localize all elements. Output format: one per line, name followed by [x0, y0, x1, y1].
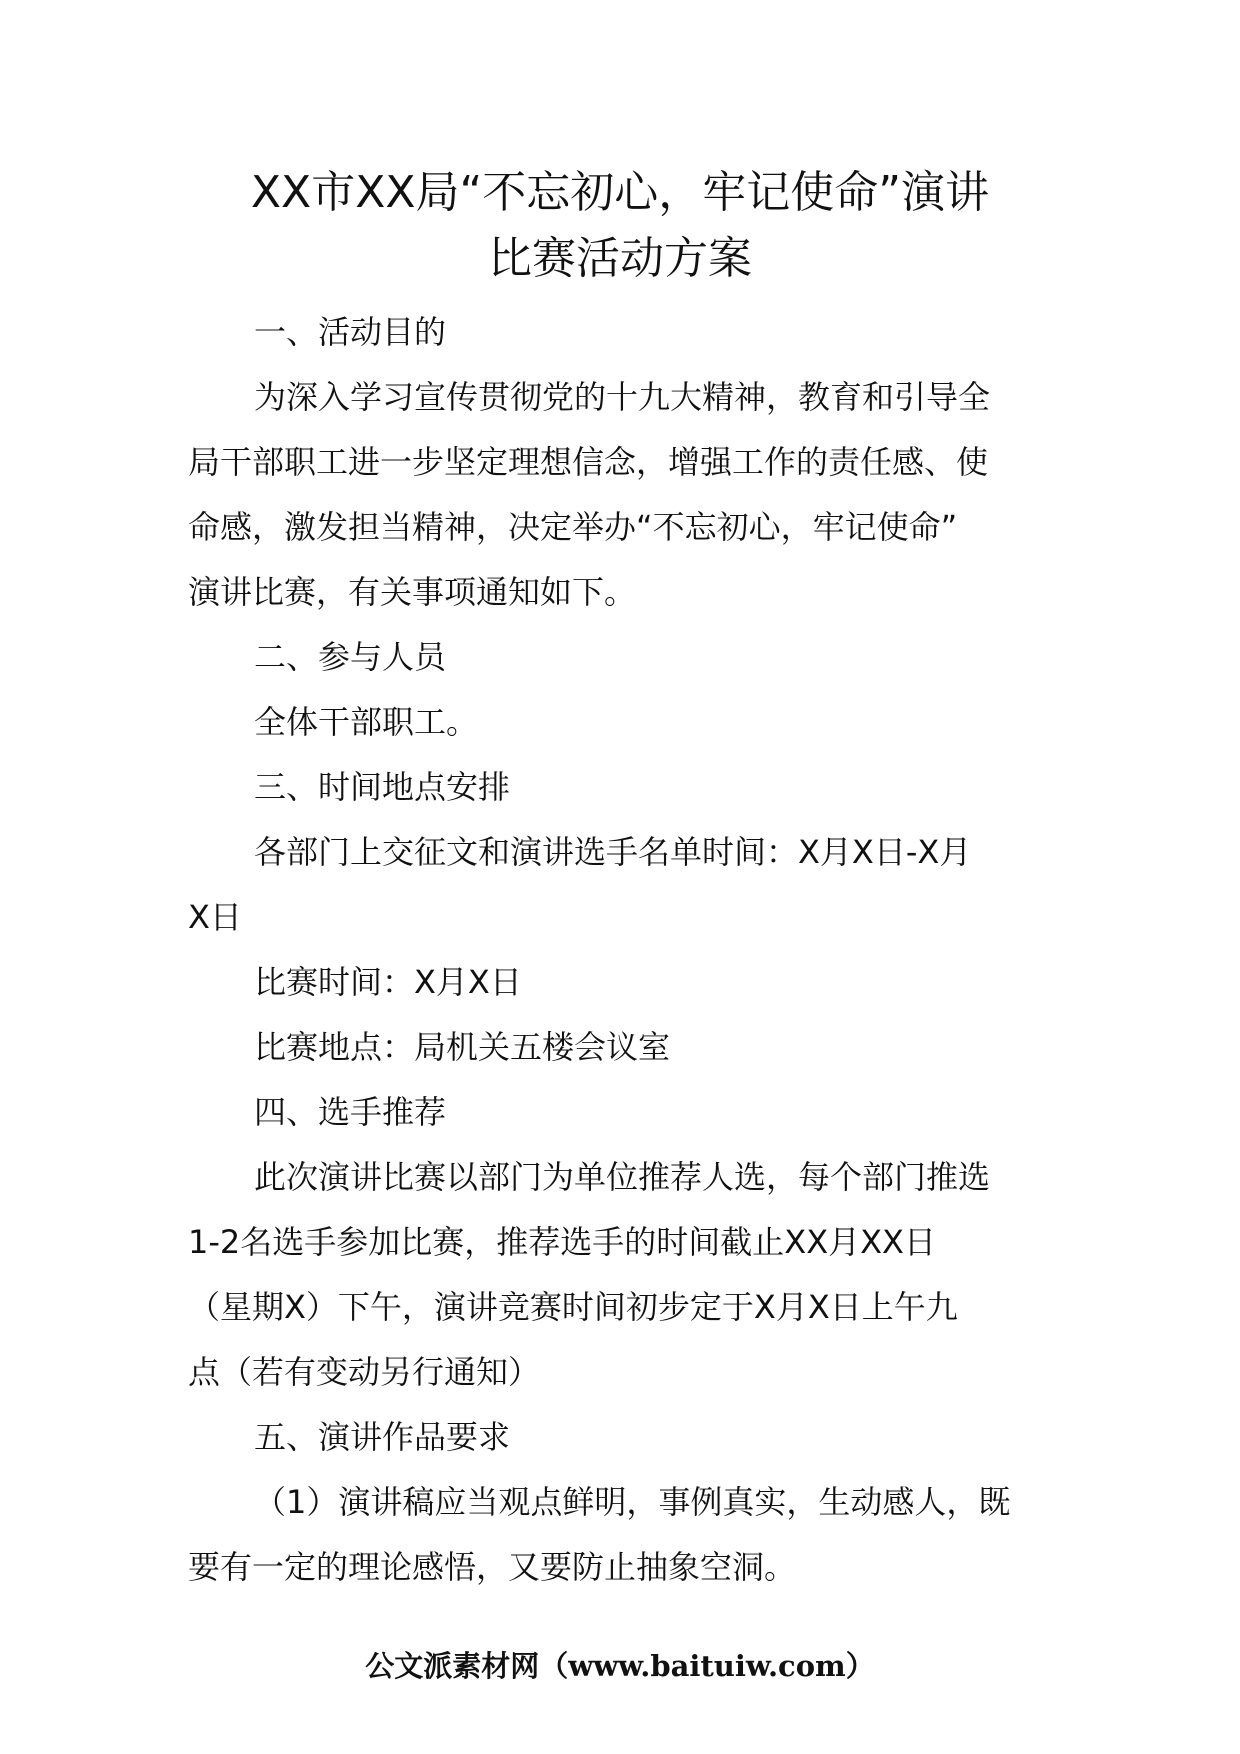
paragraph-line: 比赛时间：X月X日: [254, 963, 522, 1001]
section-heading-5: 五、演讲作品要求: [254, 1418, 511, 1456]
footer-watermark: 公文派素材网（www.baituiw.com）: [365, 1649, 875, 1683]
paragraph-line: X日: [188, 898, 242, 936]
section-heading-1: 一、活动目的: [254, 313, 447, 351]
paragraph-line: 演讲比赛，有关事项通知如下。: [188, 573, 637, 611]
paragraph-line: 要有一定的理论感悟，又要防止抽象空洞。: [188, 1548, 797, 1586]
paragraph-line: 此次演讲比赛以部门为单位推荐人选，每个部门推选: [254, 1158, 991, 1196]
document-body: [188, 300, 1054, 1600]
paragraph-line: 比赛地点：局机关五楼会议室: [254, 1028, 671, 1066]
title-line-1: XX市XX局“不忘初心，牢记使命”演讲: [250, 167, 990, 218]
section-heading-2: 二、参与人员: [254, 638, 447, 676]
paragraph-line: （1）演讲稿应当观点鲜明，事例真实，生动感人，既: [254, 1483, 1011, 1521]
paragraph-line: （星期X）下午，演讲竞赛时间初步定于X月X日上午九: [188, 1288, 958, 1326]
paragraph-line: 全体干部职工。: [254, 703, 479, 741]
paragraph-line: 点（若有变动另行通知）: [188, 1353, 541, 1391]
title-line-2: 比赛活动方案: [488, 233, 752, 284]
document-title: [170, 160, 1070, 292]
section-heading-4: 四、选手推荐: [254, 1093, 447, 1131]
paragraph-line: 各部门上交征文和演讲选手名单时间：X月X日-X月: [254, 833, 972, 871]
paragraph-line: 命感，激发担当精神，决定举办“不忘初心，牢记使命”: [188, 508, 958, 546]
paragraph-line: 局干部职工进一步坚定理想信念，增强工作的责任感、使: [188, 443, 989, 481]
paragraph-line: 为深入学习宣传贯彻党的十九大精神，教育和引导全: [254, 378, 991, 416]
paragraph-line: 1-2名选手参加比赛，推荐选手的时间截止XX月XX日: [188, 1223, 936, 1261]
section-heading-3: 三、时间地点安排: [254, 768, 511, 806]
